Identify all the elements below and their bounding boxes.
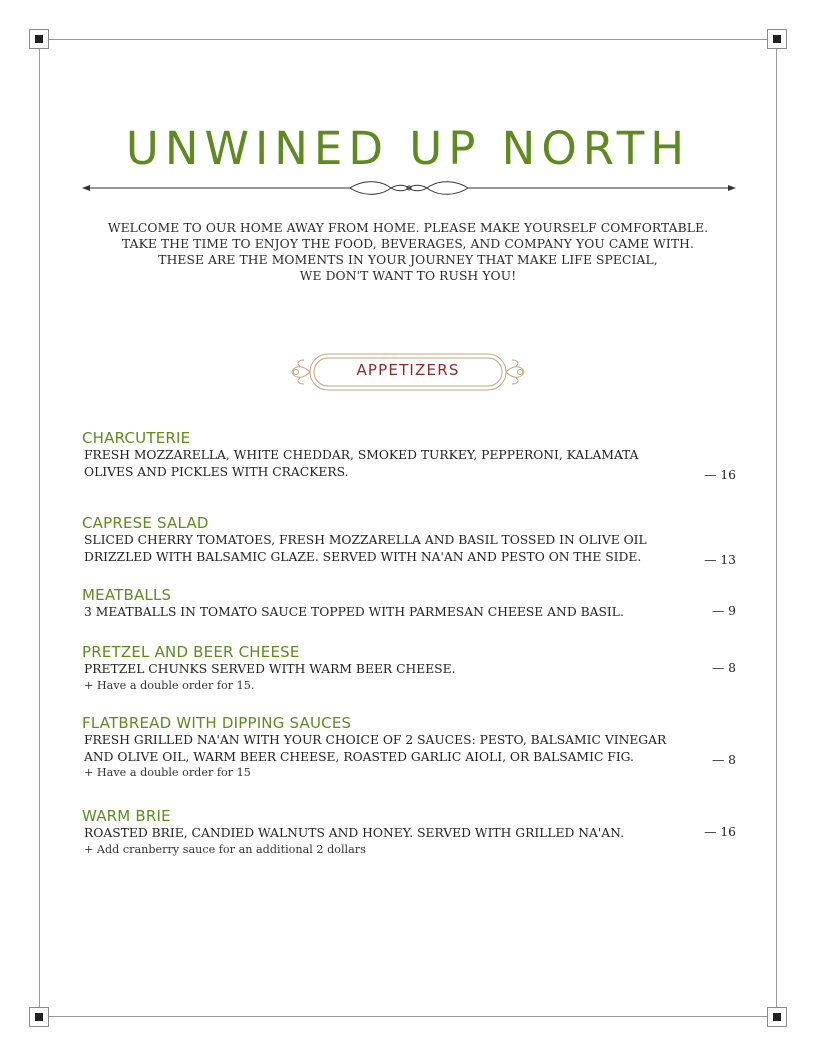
- frame-border-top: [40, 39, 776, 40]
- item-price: — 8: [711, 661, 736, 675]
- menu-item-pretzel-and-beer-cheese: [82, 643, 736, 693]
- frame-border-right: [776, 40, 777, 1017]
- item-name: PRETZEL AND BEER CHEESE: [82, 643, 300, 661]
- item-name: CAPRESE SALAD: [82, 514, 209, 532]
- frame-border-left: [39, 40, 40, 1017]
- menu-title: UNWINED UP NORTH: [125, 122, 691, 175]
- item-description-line: FRESH GRILLED NA'AN WITH YOUR CHOICE OF 2 SAUCES: PESTO, BALSAMIC VINEGAR: [84, 733, 667, 747]
- item-description-line: SLICED CHERRY TOMATOES, FRESH MOZZARELLA AND BASIL TOSSED IN OLIVE OIL: [84, 533, 647, 547]
- item-note: + Have a double order for 15: [84, 766, 251, 779]
- welcome-line: WELCOME TO OUR HOME AWAY FROM HOME. PLEASE MAKE YOURSELF COMFORTABLE.: [107, 221, 709, 235]
- welcome-line: TAKE THE TIME TO ENJOY THE FOOD, BEVERAGES, AND COMPANY YOU CAME WITH.: [121, 237, 695, 251]
- item-description: [84, 447, 736, 480]
- corner-ornament-bottom-left: [29, 1007, 49, 1027]
- item-description: [84, 825, 736, 842]
- welcome-message: [80, 220, 736, 284]
- corner-ornament-top-left: [29, 29, 49, 49]
- item-description-line: OLIVES AND PICKLES WITH CRACKERS.: [84, 464, 349, 479]
- corner-ornament-top-right: [767, 29, 787, 49]
- item-name: CHARCUTERIE: [82, 429, 191, 447]
- menu-item-caprese-salad: [82, 514, 736, 565]
- item-price: — 16: [704, 825, 736, 839]
- title-divider-ornament: [82, 176, 736, 200]
- item-description-line: DRIZZLED WITH BALSAMIC GLAZE. SERVED WITH NA'AN AND PESTO ON THE SIDE.: [84, 549, 642, 564]
- item-description-line: ROASTED BRIE, CANDIED WALNUTS AND HONEY. SERVED WITH GRILLED NA'AN.: [84, 826, 625, 840]
- item-description: [84, 604, 736, 621]
- frame-border-bottom: [40, 1016, 776, 1017]
- menu-item-meatballs: [82, 586, 736, 621]
- item-name: WARM BRIE: [82, 807, 171, 825]
- item-price: — 9: [711, 604, 736, 618]
- section-title: APPETIZERS: [356, 361, 460, 379]
- item-description: [84, 532, 736, 565]
- item-description-line: PRETZEL CHUNKS SERVED WITH WARM BEER CHEESE.: [84, 662, 456, 676]
- item-description-line: FRESH MOZZARELLA, WHITE CHEDDAR, SMOKED TURKEY, PEPPERONI, KALAMATA: [84, 448, 639, 462]
- item-name: MEATBALLS: [82, 586, 172, 604]
- item-description: [84, 732, 736, 765]
- item-price: — 16: [704, 468, 736, 482]
- menu-item-flatbread-with-dipping-sauces: [82, 714, 736, 780]
- item-note: + Add cranberry sauce for an additional 2 dollars: [84, 842, 366, 856]
- item-name: FLATBREAD WITH DIPPING SAUCES: [82, 714, 352, 732]
- menu-item-warm-brie: [82, 807, 736, 857]
- item-description-line: AND OLIVE OIL, WARM BEER CHEESE, ROASTED GARLIC AIOLI, OR BALSAMIC FIG.: [84, 749, 634, 764]
- item-price: — 13: [704, 553, 736, 567]
- menu-item-charcuterie: [82, 429, 736, 480]
- item-description: [84, 661, 736, 678]
- corner-ornament-bottom-right: [767, 1007, 787, 1027]
- item-price: — 8: [711, 753, 736, 767]
- item-description-line: 3 MEATBALLS IN TOMATO SAUCE TOPPED WITH PARMESAN CHEESE AND BASIL.: [84, 605, 624, 619]
- item-note: + Have a double order for 15.: [84, 678, 255, 692]
- welcome-line: THESE ARE THE MOMENTS IN YOUR JOURNEY THAT MAKE LIFE SPECIAL,: [158, 253, 658, 267]
- welcome-line: WE DON'T WANT TO RUSH YOU!: [299, 269, 517, 283]
